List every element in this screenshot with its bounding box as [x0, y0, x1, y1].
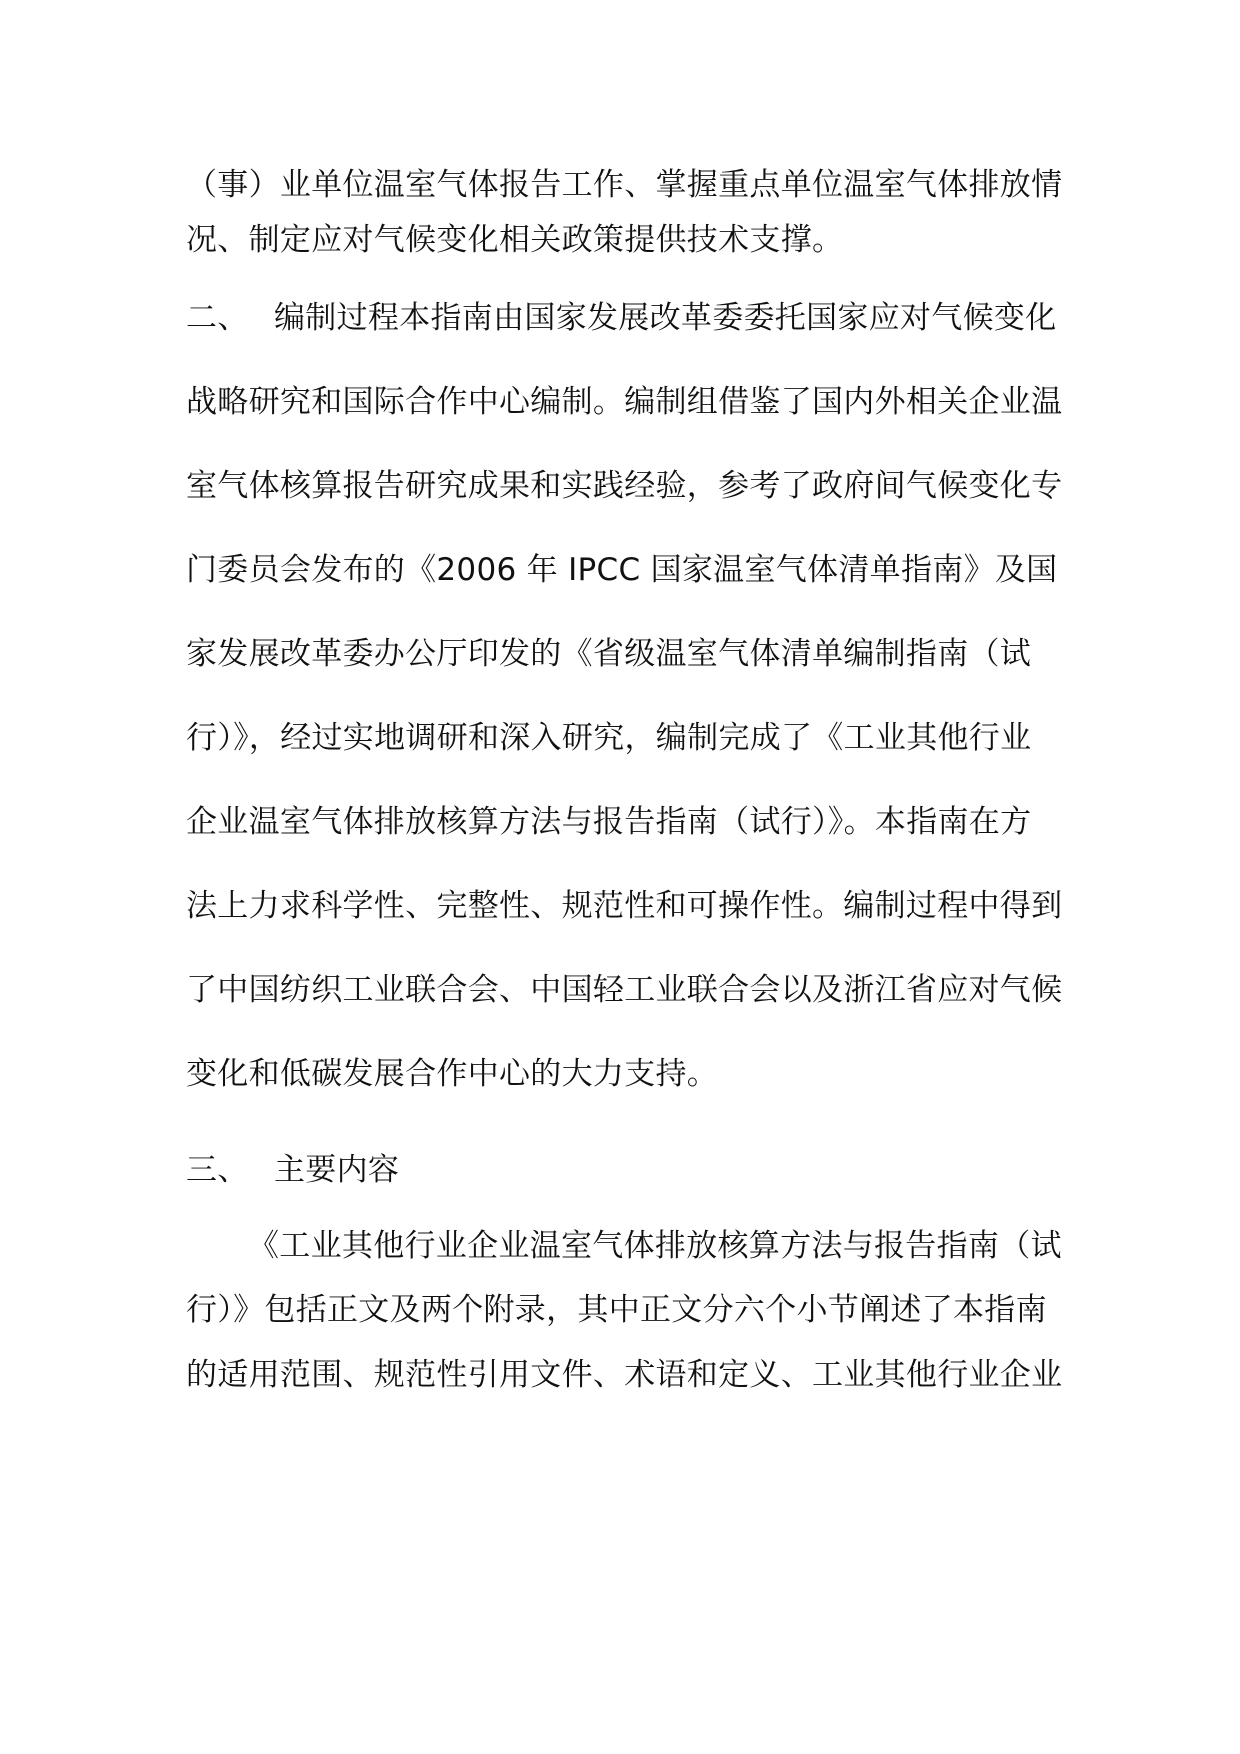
paragraph-line: 《工业其他行业企业温室气体排放核算方法与报告指南（试	[248, 1228, 1062, 1264]
paragraph-line: 了中国纺织工业联合会、中国轻工业联合会以及浙江省应对气候	[186, 972, 1063, 1008]
paragraph-line: （事）业单位温室气体报告工作、掌握重点单位温室气体排放情	[186, 167, 1063, 203]
paragraph-line: 室气体核算报告研究成果和实践经验，参考了政府间气候变化专	[186, 468, 1063, 504]
paragraph-line: 况、制定应对气候变化相关政策提供技术支撑。	[186, 222, 844, 258]
section-2-heading-line	[186, 298, 1057, 338]
paragraph-line: 的适用范围、规范性引用文件、术语和定义、工业其他行业企业	[186, 1357, 1063, 1393]
paragraph-line: 行）》，经过实地调研和深入研究，编制完成了《工业其他行业	[186, 720, 1032, 756]
section-3-number: 三、	[186, 1152, 249, 1188]
section-3-heading	[186, 1150, 399, 1190]
paragraph-line: 编制过程本指南由国家发展改革委委托国家应对气候变化	[274, 300, 1057, 336]
section-3-title: 主要内容	[274, 1152, 400, 1188]
paragraph-line: 企业温室气体排放核算方法与报告指南（试行）》。本指南在方	[186, 804, 1032, 840]
paragraph-line: 战略研究和国际合作中心编制。编制组借鉴了国内外相关企业温	[186, 384, 1063, 420]
paragraph-line: 行）》包括正文及两个附录，其中正文分六个小节阐述了本指南	[186, 1292, 1047, 1328]
paragraph-line: 法上力求科学性、完整性、规范性和可操作性。编制过程中得到	[186, 888, 1063, 924]
paragraph-line: 家发展改革委办公厅印发的《省级温室气体清单编制指南（试	[186, 636, 1032, 672]
paragraph-line: 变化和低碳发展合作中心的大力支持。	[186, 1056, 719, 1092]
section-2-number: 二、	[186, 300, 249, 336]
paragraph-line: 门委员会发布的《2006 年 IPCC 国家温室气体清单指南》及国	[186, 552, 1058, 588]
